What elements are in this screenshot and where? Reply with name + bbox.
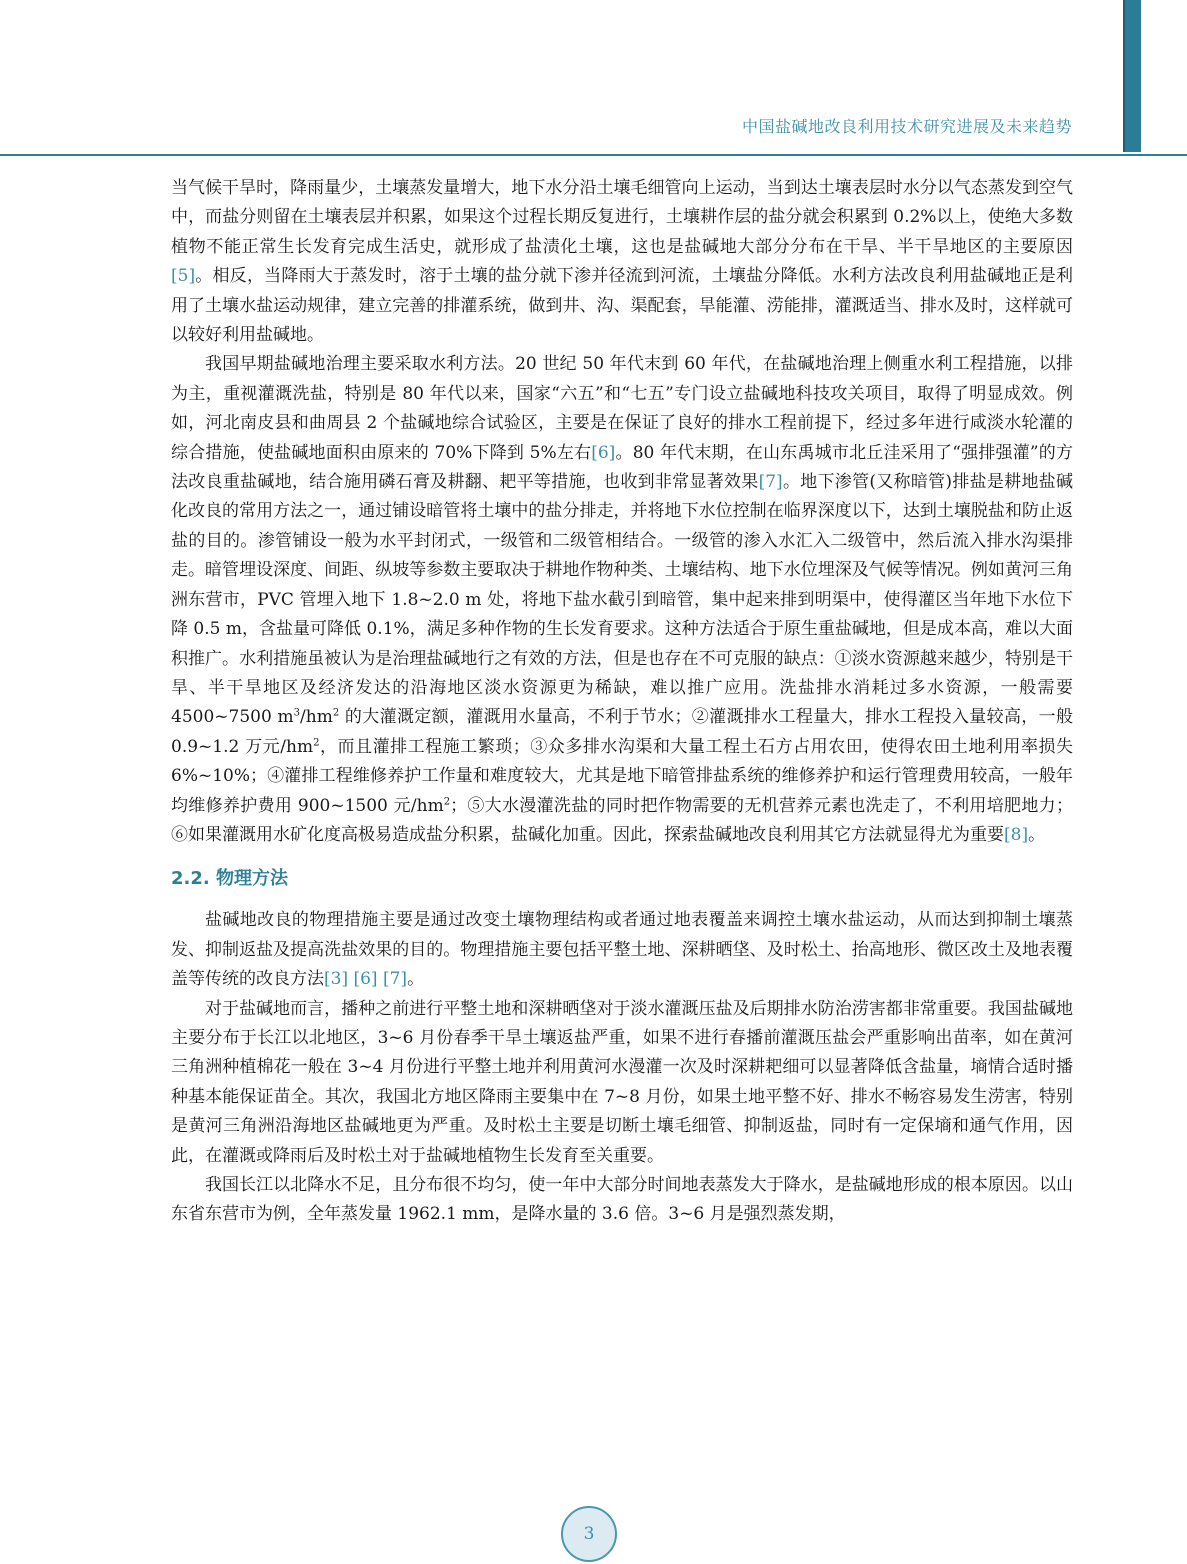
page-number-badge [561,1506,617,1562]
text-run: 。地下渗管(又称暗管)排盐是耕地盐碱化改良的常用方法之一，通过铺设暗管将土壤中的盐分排走，并将地下水位控制在临界深度以下，达到土壤脱盐和防止返盐的目的。渗管铺设一般为水平封闭式，一级管和二级管相结合。一级管的渗入水汇入二级管中，然后流入排水沟渠排走。暗管埋设深度、间距、纵坡等参数主要取决于耕地作物种类、土壤结构、地下水位埋深及气候等情况。例如黄河三角洲东营市，PVC 管埋入地下 1.8~2.0 m 处，将地下盐水截引到暗管，集中起来排到明渠中，使得灌区当年地下水位下降 0.5 m，含盐量可降低 0.1%，满足多种作物的生长发育要求。这种方法适合于原生重盐碱地，但是成本高，难以大面积推广。水利措施虽被认为是治理盐碱地行之有效的方法，但是也存在不可克服的缺点：①淡水资源越来越少，特别是干旱、半干旱地区及经济发达的沿海地区淡水资源更为稀缺，难以推广应用。洗盐排水消耗过多水资源，一般需要 4500~7500 m [171,472,1074,728]
text-run: 。80 年代末期，在山东禹城市北丘洼采用了“强排强灌”的方法改良重盐碱地，结合施用磷石膏及耕翻、耙平等措施，也收到非常显著效果 [171,442,1073,493]
paragraph-2 [171,350,1073,850]
paragraph-1 [171,174,1073,350]
text-run: /hm [300,707,333,728]
citation-link[interactable]: [7] [758,472,783,493]
text-run: 盐碱地改良的物理措施主要是通过改变土壤物理结构或者通过地表覆盖来调控土壤水盐运动，从而达到抑制土壤蒸发、抑制返盐及提高洗盐效果的目的。物理措施主要包括平整土地、深耕晒垡、及时松土、抬高地形、微区改土及地表覆盖等传统的改良方法 [171,910,1073,990]
text-run: 。相反，当降雨大于蒸发时，溶于土壤的盐分就下渗并径流到河流，土壤盐分降低。水利方法改良利用盐碱地正是利用了土壤水盐运动规律，建立完善的排灌系统，做到井、沟、渠配套，旱能灌、涝能排，灌溉适当、排水及时，这样就可以较好利用盐碱地。 [171,266,1073,346]
text-run: 的大灌溉定额，灌溉用水量高，不利于节水；②灌溉排水工程量大，排水工程投入量较高，一般 0.9~1.2 万元/hm [171,707,1073,757]
superscript: 2 [313,737,320,749]
article-body [171,174,1073,1230]
text-run: 我国早期盐碱地治理主要采取水利方法。20 世纪 50 年代末到 60 年代，在盐碱地治理上侧重水利工程措施，以排为主，重视灌溉洗盐，特别是 80 年代以来，国家“六五”和“七五”专门设立盐碱地科技攻关项目，取得了明显成效。例如，河北南皮县和曲周县 2 个盐碱地综合试验区，主要是在保证了良好的排水工程前提下，经过多年进行咸淡水轮灌的综合措施，使盐碱地面积由原来的 70%下降到 5%左右 [171,354,1073,463]
page-number: 3 [583,1524,595,1544]
superscript: 2 [332,707,340,719]
text-run: ；⑤大水漫灌洗盐的同时把作物需要的无机营养元素也洗走了，不利用培肥地力；⑥如果灌溉用水矿化度高极易造成盐分积累，盐碱化加重。因此，探索盐碱地改良利用其它方法就显得尤为重要 [171,795,1073,845]
superscript: 3 [293,707,301,719]
text-run: 。 [407,969,425,990]
text-run: 当气候干旱时，降雨量少，土壤蒸发量增大，地下水分沿土壤毛细管向上运动，当到达土壤表层时水分以气态蒸发到空气中，而盐分则留在土壤表层并积累，如果这个过程长期反复进行，土壤耕作层的盐分就会积累到 0.2%以上，使绝大多数植物不能正常生长发育完成生活史，就形成了盐渍化土壤，这也是盐碱地大部分分布在干旱、半干旱地区的主要原因 [171,178,1073,257]
citation-link[interactable]: [6] [591,442,616,463]
paragraph-5: 我国长江以北降水不足，且分布很不均匀，使一年中大部分时间地表蒸发大于降水，是盐碱地形成的根本原因。以山东省东营市为例，全年蒸发量 1962.1 mm，是降水量的 3.6 倍。3~6 月是强烈蒸发期， [171,1175,1073,1225]
header-divider [0,154,1187,156]
citation-link[interactable]: [8] [1004,824,1029,845]
paragraph-4: 对于盐碱地而言，播种之前进行平整土地和深耕晒垡对于淡水灌溉压盐及后期排水防治涝害都非常重要。我国盐碱地主要分布于长江以北地区，3~6 月份春季干旱土壤返盐严重，如果不进行春播前灌溉压盐会严重影响出苗率，如在黄河三角洲种植棉花一般在 3~4 月份进行平整土地并利用黄河水漫灌一次及时深耕耙细可以显著降低含盐量，墒情合适时播种基本能保证苗全。其次，我国北方地区降雨主要集中在 7~8 月份，如果土地平整不好、排水不畅容易发生涝害，特别是黄河三角洲沿海地区盐碱地更为严重。及时松土主要是切断土壤毛细管、抑制返盐，同时有一定保墒和通气作用，因此，在灌溉或降雨后及时松土对于盐碱地植物生长发育至关重要。 [171,998,1073,1166]
paragraph-3 [171,906,1073,994]
text-run: ，而且灌排工程施工繁琐；③众多排水沟渠和大量工程土石方占用农田，使得农田土地利用率损失 6%~10%；④灌排工程维修养护工作量和难度较大，尤其是地下暗管排盐系统的维修养护和运行管理费用较高，一般年均维修养护费用 900~1500 元/hm [171,736,1074,816]
citation-link[interactable]: [3] [6] [7] [324,969,408,990]
superscript: 2 [443,795,451,807]
text-run: 。 [1028,824,1046,845]
citation-link[interactable]: [5] [171,266,196,287]
section-heading: 2.2. 物理方法 [171,868,288,890]
header-accent-bar [1123,0,1141,152]
running-title: 中国盐碱地改良利用技术研究进展及未来趋势 [741,117,1072,136]
